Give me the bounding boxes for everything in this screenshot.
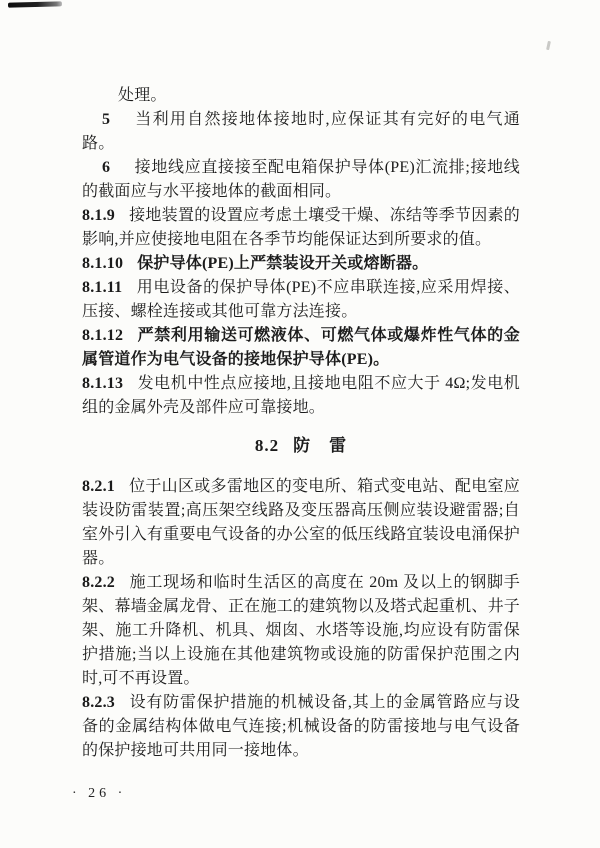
section-heading-8-2 — [82, 434, 520, 458]
clause-number: 8.1.13 — [82, 375, 124, 392]
clause-text: 设有防雷保护措施的机械设备,其上的金属管路应与设备的金属结构体做电气连接;机械设备的防雷接地与电气设备的保护接地可共用同一接地体。 — [82, 694, 520, 759]
clause-number: 8.1.9 — [82, 207, 115, 224]
clause-text: 接地装置的设置应考虑土壤受干燥、冻结等季节因素的影响,并应使接地电阻在各季节均能保证达到所要求的值。 — [82, 207, 520, 248]
clause-8-1-10 — [82, 252, 520, 276]
clause-text: 保护导体(PE)上严禁装设开关或熔断器。 — [137, 255, 429, 272]
clause-8-2-3 — [82, 691, 520, 763]
clause-text: 施工现场和临时生活区的高度在 20m 及以上的钢脚手架、幕墙金属龙骨、正在施工的建筑物以及塔式起重机、井子架、施工升降机、机具、烟囱、水塔等设施,均应设有防雷保护措施;当以上设施在其他建筑物或设施的防雷保护范围之内时,可不再设置。 — [82, 574, 520, 687]
clause-8-1-9 — [82, 204, 520, 252]
clause-8-2-2 — [82, 571, 520, 691]
scan-artifact-speck — [546, 41, 551, 50]
carryover-line: 处理。 — [118, 87, 167, 104]
item-number: 5 — [102, 111, 111, 128]
clause-number: 8.2.3 — [82, 694, 115, 711]
clause-text: 发电机中性点应接地,且接地电阻不应大于 4Ω;发电机组的金属外壳及部件应可靠接地。 — [82, 375, 520, 416]
clause-number: 8.2.2 — [82, 574, 115, 591]
item-text: 接地线应直接接至配电箱保护导体(PE)汇流排;接地线的截面应与水平接地体的截面相同。 — [82, 159, 520, 200]
page-content — [82, 84, 520, 763]
clause-text: 用电设备的保护导体(PE)不应串联连接,应采用焊接、压接、螺栓连接或其他可靠方法连接。 — [82, 279, 520, 320]
clause-8-2-1 — [82, 475, 520, 571]
section-number: 8.2 — [254, 436, 280, 455]
scan-artifact-line — [8, 1, 62, 7]
section-title: 防 雷 — [293, 436, 348, 455]
page-number: · 26 · — [72, 786, 127, 801]
list-item-5 — [82, 108, 520, 156]
clause-number: 8.1.10 — [82, 255, 124, 272]
clause-number: 8.2.1 — [82, 478, 115, 495]
item-number: 6 — [102, 159, 111, 176]
clause-number: 8.1.11 — [82, 279, 123, 296]
clause-text: 位于山区或多雷地区的变电所、箱式变电站、配电室应装设防雷装置;高压架空线路及变压器高压侧应装设避雷器;自室外引入有重要电气设备的办公室的低压线路宜装设电涌保护器。 — [82, 478, 520, 567]
clause-number: 8.1.12 — [82, 327, 124, 344]
clause-8-1-13 — [82, 372, 520, 420]
clause-text: 严禁利用输送可燃液体、可燃气体或爆炸性气体的金属管道作为电气设备的接地保护导体(PE)。 — [82, 327, 520, 368]
clause-8-1-11 — [82, 276, 520, 324]
list-item-6 — [82, 156, 520, 204]
clause-8-1-12 — [82, 324, 520, 372]
item-text: 当利用自然接地体接地时,应保证其有完好的电气通路。 — [82, 111, 520, 152]
